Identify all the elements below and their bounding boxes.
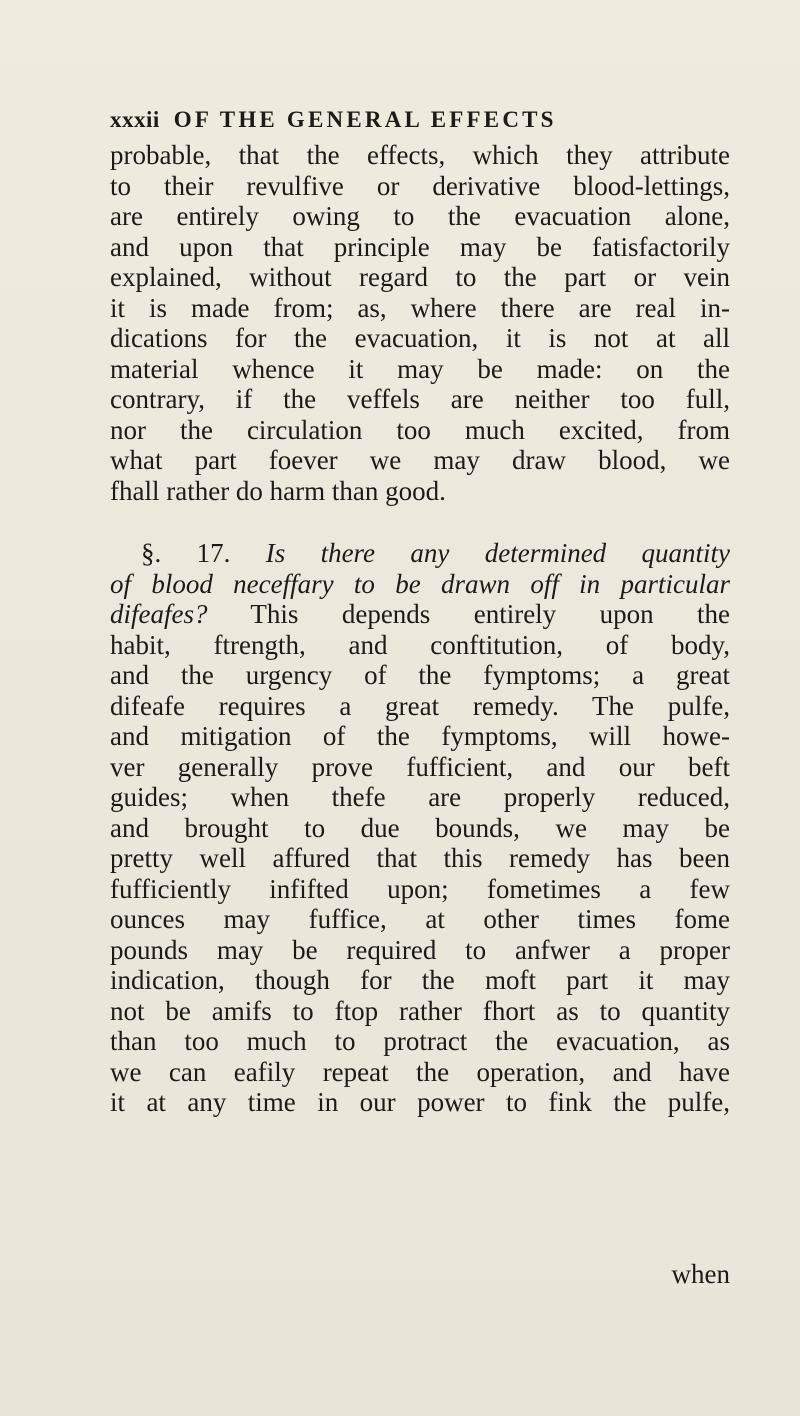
text-line: indication, though for the moft part it may	[110, 965, 730, 995]
text-line: what part foever we may draw blood, we	[110, 445, 730, 475]
paragraph-gap	[110, 506, 730, 538]
text-line: it is made from; as, where there are real in-	[110, 292, 730, 323]
text-line: pretty well affured that this remedy has been	[110, 843, 730, 873]
text-line: nor the circulation too much excited, from	[110, 414, 730, 445]
running-title: OF THE GENERAL EFFECTS	[173, 107, 557, 132]
text-line: ounces may fuffice, at other times fome	[110, 904, 730, 934]
text-line: we can eafily repeat the operation, and have	[110, 1056, 730, 1087]
text-line: dications for the evacuation, it is not at all	[110, 323, 730, 353]
section-question-end: difeafes?	[110, 599, 208, 629]
running-header	[110, 107, 730, 133]
page-body	[110, 140, 730, 1118]
text-line: contrary, if the veffels are neither too full,	[110, 384, 730, 414]
section-number: §. 17.	[141, 538, 231, 568]
text-line: explained, without regard to the part or vein	[110, 262, 730, 292]
text-line: guides; when thefe are properly reduced,	[110, 782, 730, 812]
text-line: ver generally prove fufficient, and our beft	[110, 751, 730, 782]
text-line: habit, ftrength, and conftitution, of body,	[110, 629, 730, 660]
section-question-line: of blood neceffary to be drawn off in particular	[110, 568, 730, 599]
text-line: and brought to due bounds, we may be	[110, 812, 730, 843]
page-number: xxxii	[110, 107, 160, 132]
text-line: fhall rather do harm than good.	[110, 475, 446, 506]
catchword: when	[671, 1259, 730, 1289]
text-line: to their revulfive or derivative blood-lettings,	[110, 170, 730, 201]
text-line: it at any time in our power to fink the pulfe,	[110, 1087, 730, 1117]
text-line: are entirely owing to the evacuation alone,	[110, 201, 730, 231]
text-line: than too much to protract the evacuation, as	[110, 1026, 730, 1056]
section-question: Is there any determined quantity	[265, 538, 731, 568]
section-heading-line	[110, 538, 730, 569]
text-line: and mitigation of the fymptoms, will howe-	[110, 721, 730, 751]
text-line: difeafe requires a great remedy. The pulfe,	[110, 690, 730, 721]
text-line	[110, 599, 730, 630]
text-line: pounds may be required to anfwer a proper	[110, 934, 730, 965]
text-line: probable, that the effects, which they attribute	[110, 140, 730, 170]
text-line: material whence it may be made: on the	[110, 353, 730, 384]
text-line: not be amifs to ftop rather fhort as to quantity	[110, 995, 730, 1026]
text-line: and the urgency of the fymptoms; a great	[110, 660, 730, 690]
text-line: fufficiently infifted upon; fometimes a few	[110, 873, 730, 904]
answer-start: This depends entirely upon the	[250, 599, 730, 629]
text-line: and upon that principle may be fatisfactorily	[110, 231, 730, 262]
